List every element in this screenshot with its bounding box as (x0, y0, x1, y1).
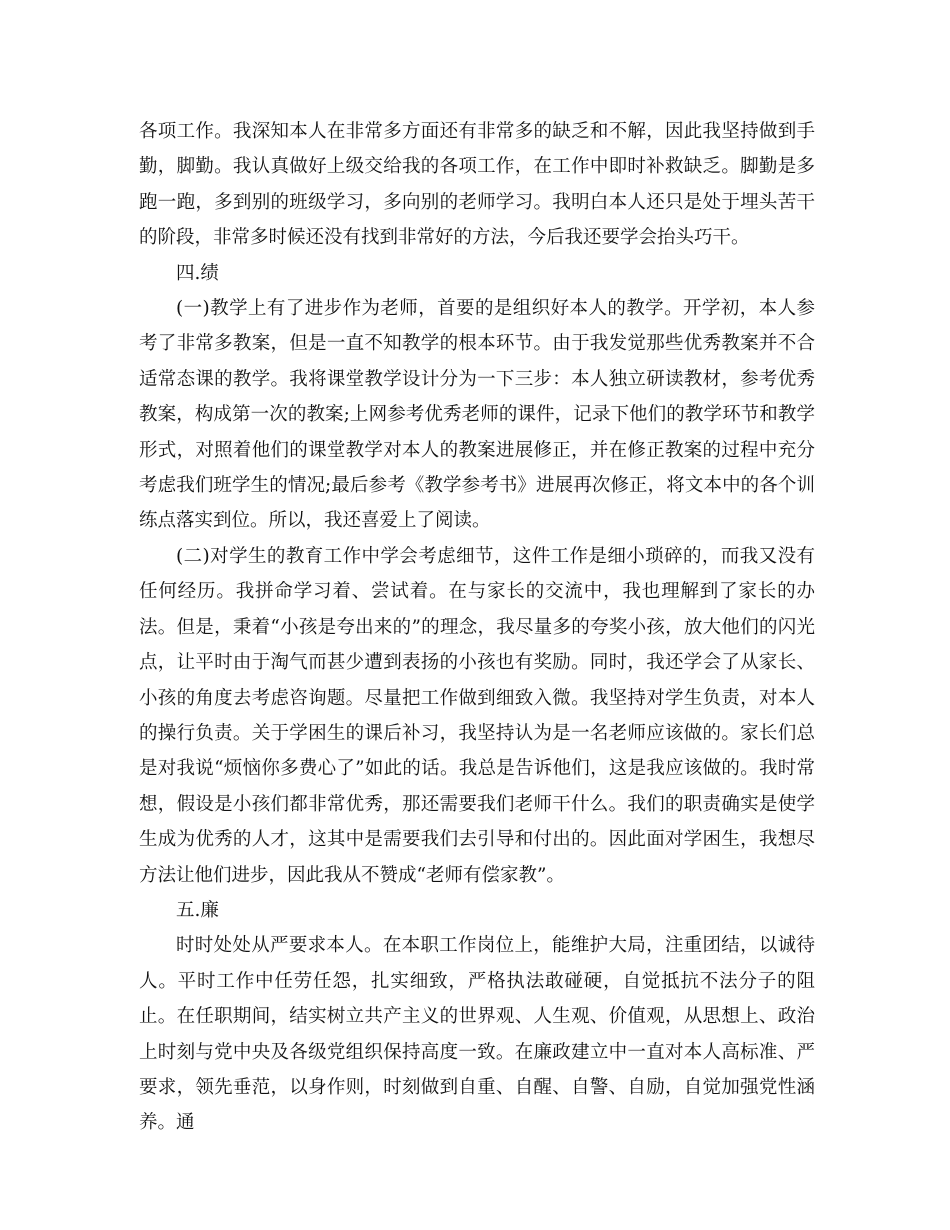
document-page (139, 114, 815, 1141)
paragraph-teaching: (一)教学上有了进步作为老师，首要的是组织好本人的教学。开学初，本人参考了非常多教案，但是一直不知教学的根本环节。由于我发觉那些优秀教案并不合适常态课的教学。我将课堂教学设计分为一下三步：本人独立研读教材，参考优秀教案，构成第一次的教案;上网参考优秀老师的课件，记录下他们的教学环节和教学形式，对照着他们的课堂教学对本人的教案进展修正，并在修正教案的过程中充分考虑我们班学生的情况;最后参考《教学参考书》进展再次修正，将文本中的各个训练点落实到位。所以，我还喜爱上了阅读。 (139, 298, 815, 532)
section-heading-achievement: 四.绩 (176, 262, 219, 284)
section-heading-integrity: 五.廉 (176, 899, 219, 921)
paragraph-student-education: (二)对学生的教育工作中学会考虑细节，这件工作是细小琐碎的，而我又没有任何经历。我拼命学习着、尝试着。在与家长的交流中，我也理解到了家长的办法。但是，秉着“小孩是夸出来的”的理念，我尽量多的夸奖小孩，放大他们的闪光点，让平时由于淘气而甚少遭到表扬的小孩也有奖励。同时，我还学会了从家长、小孩的角度去考虑咨询题。尽量把工作做到细致入微。我坚持对学生负责，对本人的操行负责。关于学困生的课后补习，我坚持认为是一名老师应该做的。家长们总是对我说“烦恼你多费心了”如此的话。我总是告诉他们，这是我应该做的。我时常想，假设是小孩们都非常优秀，那还需要我们老师干什么。我们的职责确实是使学生成为优秀的人才，这其中是需要我们去引导和付出的。因此面对学困生，我想尽方法让他们进步，因此我从不赞成“老师有偿家教”。 (139, 545, 815, 886)
paragraph-continuation: 各项工作。我深知本人在非常多方面还有非常多的缺乏和不解，因此我坚持做到手勤，脚勤。我认真做好上级交给我的各项工作，在工作中即时补救缺乏。脚勤是多跑一跑，多到别的班级学习，多向别的老师学习。我明白本人还只是处于埋头苦干的阶段，非常多时候还没有找到非常好的方法，今后我还要学会抬头巧干。 (139, 121, 815, 249)
paragraph-integrity: 时时处处从严要求本人。在本职工作岗位上，能维护大局，注重团结，以诚待人。平时工作中任劳任怨，扎实细致，严格执法敢碰硬，自觉抵抗不法分子的阻止。在任职期间，结实树立共产主义的世界观、人生观、价值观，从思想上、政治上时刻与党中央及各级党组织保持高度一致。在廉政建立中一直对本人高标准、严要求，领先垂范，以身作则，时刻做到自重、自醒、自警、自励，自觉加强党性涵养。通 (139, 935, 815, 1134)
